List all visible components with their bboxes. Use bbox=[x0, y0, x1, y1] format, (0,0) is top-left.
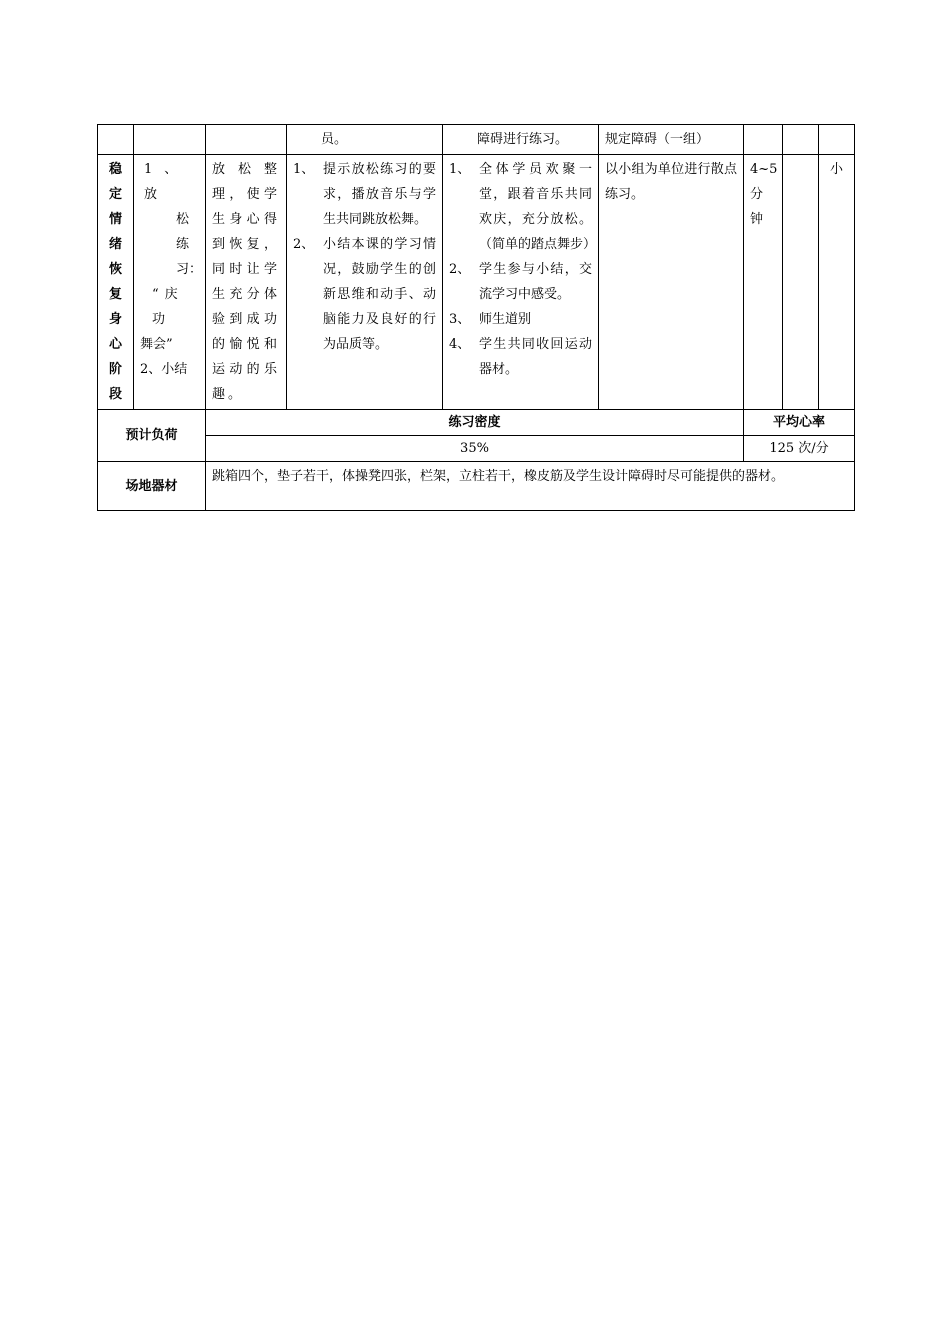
intensity-cell: 小 bbox=[819, 155, 855, 410]
lesson-plan-page bbox=[97, 124, 854, 511]
table-row-stage bbox=[98, 155, 855, 410]
equipment-text: 跳箱四个，垫子若干，体操凳四张，栏架，立柱若干，橡皮筋及学生设计障碍时尽可能提供的器材。 bbox=[206, 462, 855, 511]
load-label: 预计负荷 bbox=[98, 410, 206, 462]
organization-cell-continued: 规定障碍（一组） bbox=[599, 125, 744, 155]
cell-empty bbox=[783, 125, 819, 155]
equipment-label: 场地器材 bbox=[98, 462, 206, 511]
cell-empty bbox=[206, 125, 287, 155]
cell-empty bbox=[744, 125, 783, 155]
cell-empty bbox=[783, 155, 819, 410]
goal-cell: 放松整理，使学生身心得到恢复，同时让学生充分体验到成功的愉悦和运动的乐趣。 bbox=[206, 155, 287, 410]
list-item: 1、 提示放松练习的要求，播放音乐与学生共同跳放松舞。 bbox=[293, 162, 436, 227]
table-row-equipment bbox=[98, 462, 855, 511]
cell-empty bbox=[134, 125, 206, 155]
list-item: 2、 小结本课的学习情况，鼓励学生的创新思维和动手、动脑能力及良好的行为品质等。 bbox=[293, 237, 436, 352]
lesson-plan-table bbox=[97, 124, 855, 511]
time-cell: 4~5 分 钟 bbox=[744, 155, 783, 410]
table-row-load-header bbox=[98, 410, 855, 436]
cell-empty bbox=[98, 125, 134, 155]
student-cell bbox=[443, 155, 599, 410]
list-item: 4、 学生共同收回运动器材。 bbox=[449, 337, 592, 377]
organization-cell: 以小组为单位进行散点练习。 bbox=[599, 155, 744, 410]
teacher-cell bbox=[287, 155, 443, 410]
stage-label: 稳 定 情 绪 恢 复 身 心 阶 段 bbox=[98, 155, 134, 410]
content-cell: 1、 放 松 练 习： “庆功 舞会” 2、小结 bbox=[134, 155, 206, 410]
student-cell-continued: 障碍进行练习。 bbox=[443, 125, 599, 155]
table-row-continued bbox=[98, 125, 855, 155]
heart-rate-value: 125 次/分 bbox=[744, 436, 855, 462]
cell-empty bbox=[819, 125, 855, 155]
list-item: 1、 全体学员欢聚一堂，跟着音乐共同欢庆，充分放松。（简单的踏点舞步） bbox=[449, 162, 597, 252]
list-item: 3、 师生道别 bbox=[449, 312, 532, 327]
density-value: 35% bbox=[206, 436, 744, 462]
heart-rate-label: 平均心率 bbox=[744, 410, 855, 436]
teacher-cell-continued: 员。 bbox=[287, 125, 443, 155]
density-label: 练习密度 bbox=[206, 410, 744, 436]
table-row-load-values bbox=[98, 436, 855, 462]
list-item: 2、 学生参与小结，交流学习中感受。 bbox=[449, 262, 592, 302]
